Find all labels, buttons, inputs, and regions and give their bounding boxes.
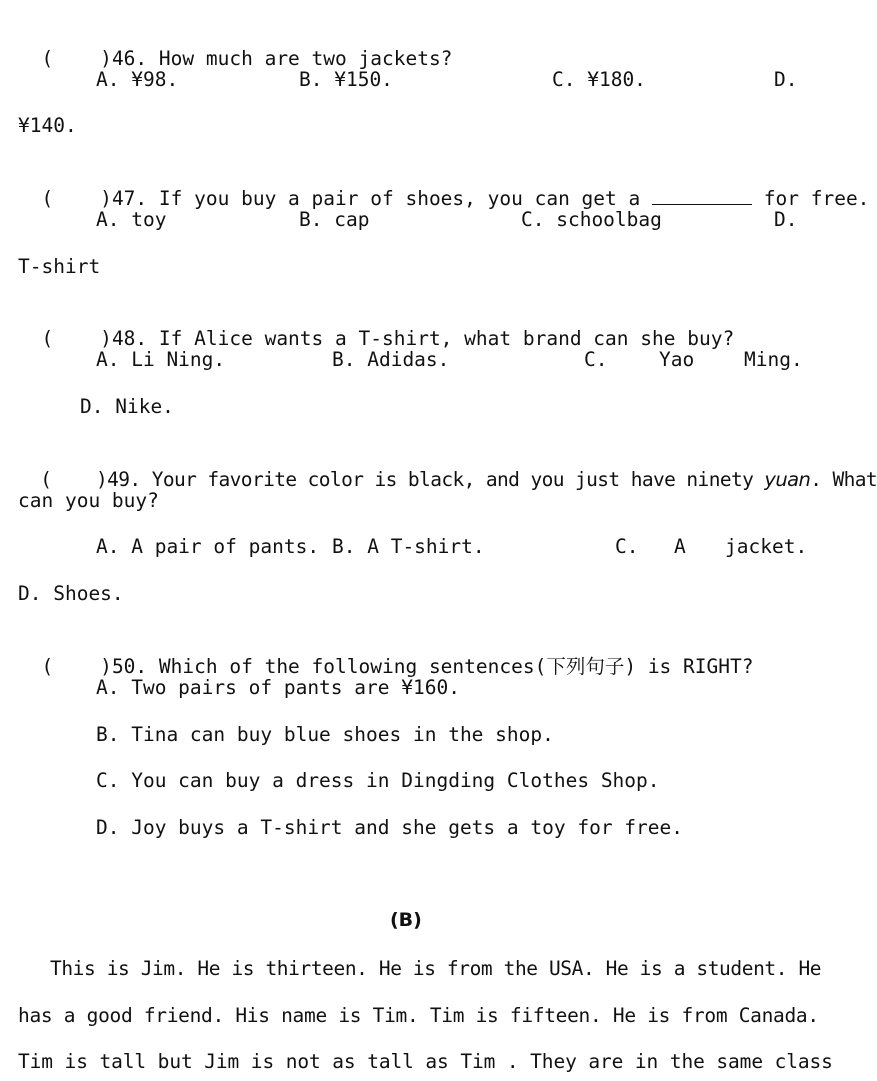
option-b: B. ¥150. xyxy=(299,68,393,91)
question-49 xyxy=(18,441,877,491)
option-d-text: ¥140. xyxy=(18,114,77,137)
fill-in-blank[interactable] xyxy=(652,186,752,205)
option-a: A. A pair of pants. xyxy=(96,535,320,558)
option-d: D. xyxy=(774,68,798,91)
passage-line: This is Jim. He is thirteen. He is from the USA. He is a student. He xyxy=(50,957,822,980)
option-c: C. You can buy a dress in Dingding Clothes Shop. xyxy=(96,769,660,792)
question-stem-wrap: can you buy? xyxy=(18,489,159,512)
question-stem-start: Your favorite color is black, and you just have ninety xyxy=(151,468,754,491)
question-stem: Which of the following sentences(下列句子) is RIGHT? xyxy=(158,655,754,678)
question-stem-end: for free. xyxy=(763,187,870,210)
option-d: D. Joy buys a T-shirt and she gets a toy for free. xyxy=(96,816,683,839)
italic-word: yuan xyxy=(764,468,811,491)
question-46 xyxy=(18,20,453,70)
passage-line: has a good friend. His name is Tim. Tim is fifteen. He is from Canada. xyxy=(18,1004,819,1027)
question-stem-end: . What xyxy=(810,468,877,491)
answer-bracket: ( ) xyxy=(41,47,112,70)
option-c: C. xyxy=(584,348,608,371)
question-stem: If Alice wants a T-shirt, what brand can she buy? xyxy=(158,327,735,350)
question-stem: How much are two jackets? xyxy=(158,47,453,70)
answer-bracket: ( ) xyxy=(41,187,112,210)
option-b: B. cap xyxy=(299,208,370,231)
option-c: C. xyxy=(615,535,639,558)
option-a: A. toy xyxy=(96,208,167,231)
answer-bracket: ( ) xyxy=(41,327,112,350)
option-d: D. Shoes. xyxy=(18,582,124,605)
section-title: (B) xyxy=(390,909,422,931)
option-b: B. Tina can buy blue shoes in the shop. xyxy=(96,723,554,746)
option-c-text-2: jacket. xyxy=(725,535,808,558)
question-number: 47. xyxy=(111,187,148,210)
option-c: C. schoolbag xyxy=(521,208,662,231)
option-a: A. Li Ning. xyxy=(96,348,226,371)
option-d: D. Nike. xyxy=(80,395,174,418)
option-d-text: T-shirt xyxy=(18,255,101,278)
question-number: 50. xyxy=(111,655,148,678)
option-a: A. Two pairs of pants are ¥160. xyxy=(96,676,460,699)
option-a: A. ¥98. xyxy=(96,68,179,91)
question-number: 48. xyxy=(111,327,148,350)
option-b: B. Adidas. xyxy=(332,348,450,371)
question-50 xyxy=(18,628,754,678)
option-c-text-1: A xyxy=(674,535,686,558)
question-48 xyxy=(18,300,735,350)
answer-bracket: ( ) xyxy=(40,468,108,491)
question-47 xyxy=(18,160,870,210)
option-c: C. ¥180. xyxy=(552,68,646,91)
passage-line: Tim is tall but Jim is not as tall as Tim . They are in the same class xyxy=(18,1050,833,1073)
option-d: D. xyxy=(774,208,798,231)
answer-bracket: ( ) xyxy=(41,655,112,678)
question-stem-start: If you buy a pair of shoes, you can get a xyxy=(158,187,641,210)
option-c-text-2: Ming. xyxy=(744,348,803,371)
option-b: B. A T-shirt. xyxy=(332,535,485,558)
question-number: 49. xyxy=(107,468,141,491)
option-c-text-1: Yao xyxy=(659,348,695,371)
question-number: 46. xyxy=(111,47,148,70)
